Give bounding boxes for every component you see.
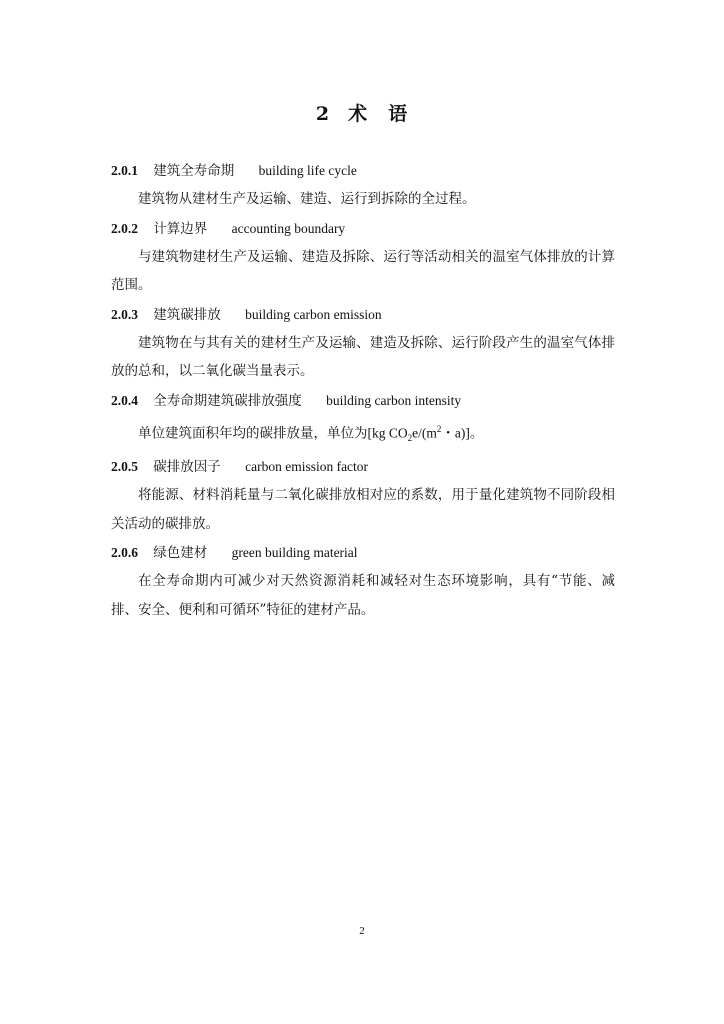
term-number: 2.0.3 [111, 306, 138, 322]
chapter-title-word-2: 语 [388, 103, 409, 125]
term-heading [111, 214, 615, 243]
term-chinese: 建筑全寿命期 [153, 163, 235, 179]
term-number: 2.0.6 [111, 545, 138, 561]
unit-subscript: 2 [407, 432, 413, 443]
chapter-number: 2 [315, 103, 331, 125]
unit-part-b: e/(m [412, 425, 437, 440]
chapter-title-word-1: 术 [348, 103, 369, 125]
unit-part-a: [kg CO [367, 425, 408, 440]
term-chinese: 全寿命期建筑碳排放强度 [153, 392, 302, 409]
unit-part-c: ・a)] [441, 425, 470, 440]
term-chinese: 碳排放因子 [153, 459, 221, 476]
page-number: 2 [359, 925, 365, 937]
term-chinese: 计算边界 [153, 220, 208, 237]
term-english: green building material [231, 545, 358, 561]
term-definition: 建筑物在与其有关的建材生产及运输、建造及拆除、运行阶段产生的温室气体排放的总和，以二氧化碳当量表示。 [111, 334, 615, 379]
chapter-title [0, 99, 724, 126]
definition-text: 单位建筑面积年均的碳排放量，单位为 [138, 425, 368, 441]
term-number: 2.0.1 [111, 163, 138, 178]
term-number: 2.0.4 [111, 392, 138, 408]
term-english: carbon emission factor [245, 459, 369, 475]
term-english: building life cycle [258, 163, 357, 178]
term-heading [111, 538, 615, 567]
term-english: building carbon emission [245, 306, 382, 322]
term-heading [111, 156, 615, 185]
term-english: accounting boundary [231, 220, 346, 236]
term-definition: 在全寿命期内可减少对天然资源消耗和减轻对生态环境影响，具有“节能、减排、安全、便利和可循环”特征的建材产品。 [111, 573, 615, 618]
term-chinese: 建筑碳排放 [153, 306, 221, 323]
term-english: building carbon intensity [326, 392, 462, 408]
term-chinese: 绿色建材 [153, 545, 208, 562]
term-definition: 与建筑物建材生产及运输、建造及拆除、运行等活动相关的温室气体排放的计算范围。 [111, 248, 615, 293]
definition-end: 。 [469, 425, 484, 441]
term-heading [111, 452, 615, 481]
unit-superscript: 2 [436, 423, 442, 434]
term-heading [111, 300, 615, 329]
term-number: 2.0.5 [111, 459, 138, 475]
terms-list [111, 156, 615, 624]
term-number: 2.0.2 [111, 220, 138, 236]
term-definition [111, 415, 615, 453]
term-definition: 建筑物从建材生产及运输、建造、运行到拆除的全过程。 [138, 191, 476, 207]
term-definition: 将能源、材料消耗量与二氧化碳排放相对应的系数，用于量化建筑物不同阶段相关活动的碳排放。 [111, 487, 615, 532]
term-heading [111, 386, 615, 415]
